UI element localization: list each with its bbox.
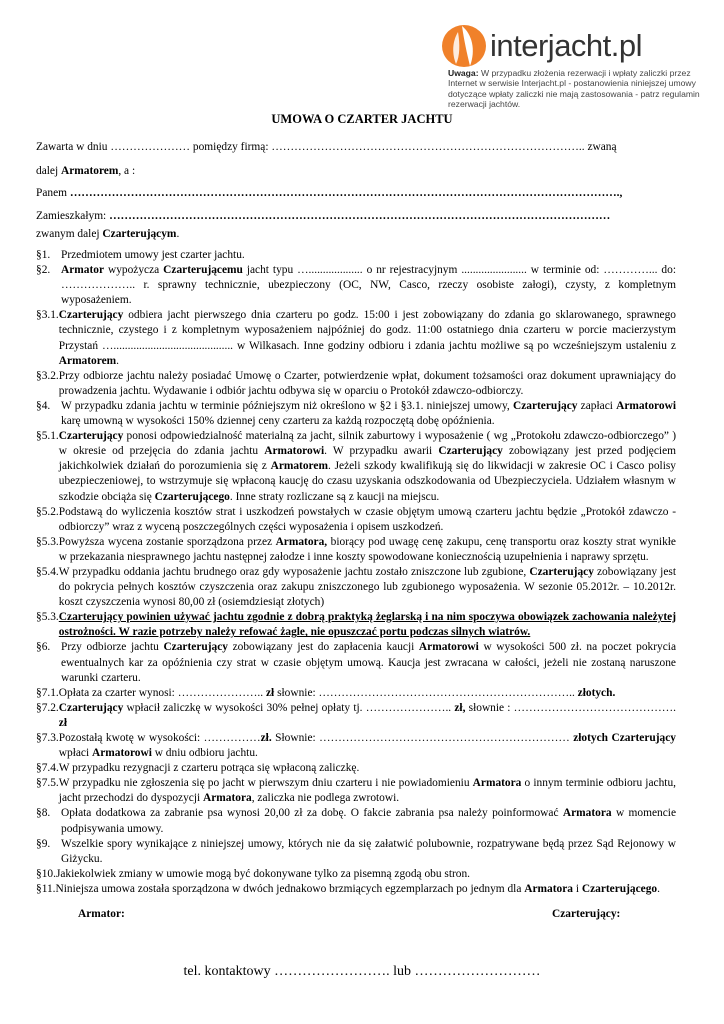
clause-11: §11. Niniejsza umowa została sporządzona w dwóch jednakowo brzmiących egzemplarzach po jednym dla Armatora i Czarterującego. [36, 882, 660, 895]
clause-4: §4. W przypadku zdania jachtu w terminie późniejszym niż określono w §2 i §3.1. niniejszej umowy, Czarterujący zapłaci Armatorowi karę umowną w wysokości 150% dziennej ceny czarteru za każdą rozpoczętą dobę opóźnienia. [36, 399, 676, 428]
contract-body [36, 248, 676, 897]
clause-2: §2. Armator wypożycza Czarterującemu jacht typu …................... o nr rejestracyjnym ....................... w terminie od: …………... do: ……………….. r. sprawny technicznie, ubezpieczony (OC, NW, Casco, rzeczy osobiste załogi), czysty, z kompletnym wyposażeniem. [36, 264, 676, 307]
clause-5-2: §5.2. Podstawą do wyliczenia kosztów strat i uszkodzeń powstałych w czasie objętym umową czarteru jachtu będzie „Protokół zdawczo - odbiorczy” wraz z wyceną poszczególnych części wyposażenia i opisem uszkodzeń. [36, 505, 676, 533]
notice-box [448, 68, 708, 110]
clause-10: §10. Jakiekolwiek zmiany w umowie mogą być dokonywane tylko za pisemną zgodą obu stron. [36, 867, 471, 880]
signature-armator: Armator: [78, 908, 125, 920]
document-title: UMOWA O CZARTER JACHTU [271, 112, 453, 126]
sail-logo-icon [440, 20, 496, 72]
header-line-panem: Panem ………………………………………………………………………………………………………………………………., [36, 187, 623, 199]
notice-label: Uwaga: [448, 68, 479, 78]
clause-6: §6. Przy odbiorze jachtu Czarterujący zobowiązany jest do zapłacenia kaucji Armatorowi w wysokości 500 zł. na poczet pokrycia ewentualnych kar za opóźnienia czy strat w czasie objętym umową. Kaucja jest zwracana w całości, jeżeli nie zostaną naruszone warunki czarteru. [36, 641, 676, 684]
header-line-address: Zamieszkałym: …………………………………………………………………………………………………………………… [36, 210, 611, 222]
notice-text: W przypadku złożenia rezerwacji i wpłaty zaliczki przez Internet w serwisie Interjacht.pl - postanowienia niniejszej umowy dotyczące wpłaty zaliczki nie mają zastosowania - patrz regulamin rezerwacji jachtów. [448, 68, 700, 110]
clause-8: §8. Opłata dodatkowa za zabranie psa wynosi 20,00 zł za dobę. O fakcie zabrania psa należy poinformować Armatora w momencie podpisywania umowy. [36, 807, 676, 835]
clause-5-3: §5.3. Powyższa wycena zostanie sporządzona przez Armatora, biorący pod uwagę cenę zakupu, cenę transportu oraz koszty strat wynikłe w przekazania niesprawnego jachtu następnej załodze i inne koszty spowodowane koniecznością uzupełnienia i naprawy sprzętu. [36, 535, 676, 563]
clause-7-3: §7.3. Pozostałą kwotę w wysokości: ……………zł. Słownie: ………………………………………………………… złotych Czarterujący wpłaci Armatorowi w dniu odbioru jachtu. [36, 732, 676, 760]
contact-line: tel. kontaktowy ……………………. lub ……………………… [183, 964, 541, 979]
clause-7-5: §7.5. W przypadku nie zgłoszenia się po jacht w pierwszym dniu czarteru i nie powiadomieniu Armatora o innym terminie odbioru jachtu, jacht przechodzi do dyspozycji Armatora, zaliczka nie podlega zwrotowi. [36, 777, 676, 805]
clause-3-1: §3.1. Czarterujący odbiera jacht pierwszego dnia czarteru po godz. 15:00 i jest zobowiązany do zdania go sklarowanego, sprawnego technicznie, czystego i z kompletnym wyposażeniem najpóźniej do godz. 11:00 ostatniego dnia czarteru w porcie macierzystym Przystań ….......................................... w Wilkasach. Inne godziny odbioru i zdania jachtu możliwe są po wcześniejszym ustaleniu z Armatorem. [36, 309, 676, 367]
clause-1: §1. Przedmiotem umowy jest czarter jachtu. [36, 249, 245, 261]
clause-3-2: §3.2. Przy odbiorze jachtu należy posiadać Umowę o Czarter, potwierdzenie wpłat, dokument tożsamości oraz dokument uprawniający do prowadzenia jachtu. Wydawanie i odbiór jachtu odbywa się w oparciu o Protokół zdawczo-odbiorczy. [36, 369, 676, 397]
clause-9: §9. Wszelkie spory wynikające z niniejszej umowy, których nie da się załatwić polubownie, rozpatrywane będą przez Sąd Rejonowy w Giżycku. [36, 837, 676, 865]
clause-7-4: §7.4 .W przypadku rezygnacji z czarteru potrąca się wpłaconą zaliczkę. [36, 762, 360, 775]
header-line-date: Zawarta w dniu ………………… pomiędzy firmą: ……………………………………………………………………….. zwaną [36, 141, 617, 153]
clause-7-2: §7.2. Czarterujący wpłacił zaliczkę w wysokości 30% pełnej opłaty tj. ………………….. zł, słownie : ……………………………………. zł [36, 701, 676, 729]
signature-czarterujacy: Czarterujący: [552, 908, 621, 920]
clause-7-1: §7.1. Opłata za czarter wynosi: ………………….. zł słownie: ………………………………………………………….. złotych. [36, 686, 616, 699]
clause-5-4: §5.4. W przypadku oddania jachtu brudnego oraz gdy wyposażenie jachtu zostało zniszczone lub zgubione, Czarterujący zobowiązany jest do pokrycia pełnych kosztów czyszczenia oraz zakupu zniszczonego lub zgubionego wyposażenia. W sezonie 05.2012r. – 10.2012r. koszt czyszczenia wynosi 80,00 zł (osiemdziesiąt złotych) [36, 565, 677, 609]
header-line-czarterujacy: zwanym dalej Czarterującym. [36, 228, 180, 240]
header-line-armator: dalej Armatorem, a : [36, 165, 136, 177]
clause-5-1: §5.1. Czarterujący ponosi odpowiedzialność materialną za jacht, silnik zaburtowy i wyposażenie ( wg „Protokołu zdawczo-odbiorczego” ) w okresie od przejęcia do zdania jachtu Armatorowi. W przypadku awarii Czarterujący zobowiązany jest przed podjęciem jakichkolwiek działań do porozumienia się z Armatorem. Jeżeli szkody kwalifikują się do likwidacji w zakresie OC i Casco polisy ubezpieczeniowej, to wstrzymuje się wpłaconą kaucję do czasu uzyskania odszkodowania od Ubezpieczyciela. Udziałem własnym w szkodzie obciąża się Czarterującego. Inne straty rozliczane są z kaucji na miejscu. [36, 430, 677, 503]
interjacht-logo [440, 20, 702, 72]
clause-5-3-safety: §5.3. Czarterujący powinien używać jachtu zgodnie z dobrą praktyką żeglarską i na nim spoczywa obowiązek zachowania należytej ostrożności. W razie potrzeby należy refować żagle, nie opuszczać portu podczas silnych wiatrów. [36, 611, 676, 639]
logo-wordmark: interjacht.pl [490, 28, 643, 63]
